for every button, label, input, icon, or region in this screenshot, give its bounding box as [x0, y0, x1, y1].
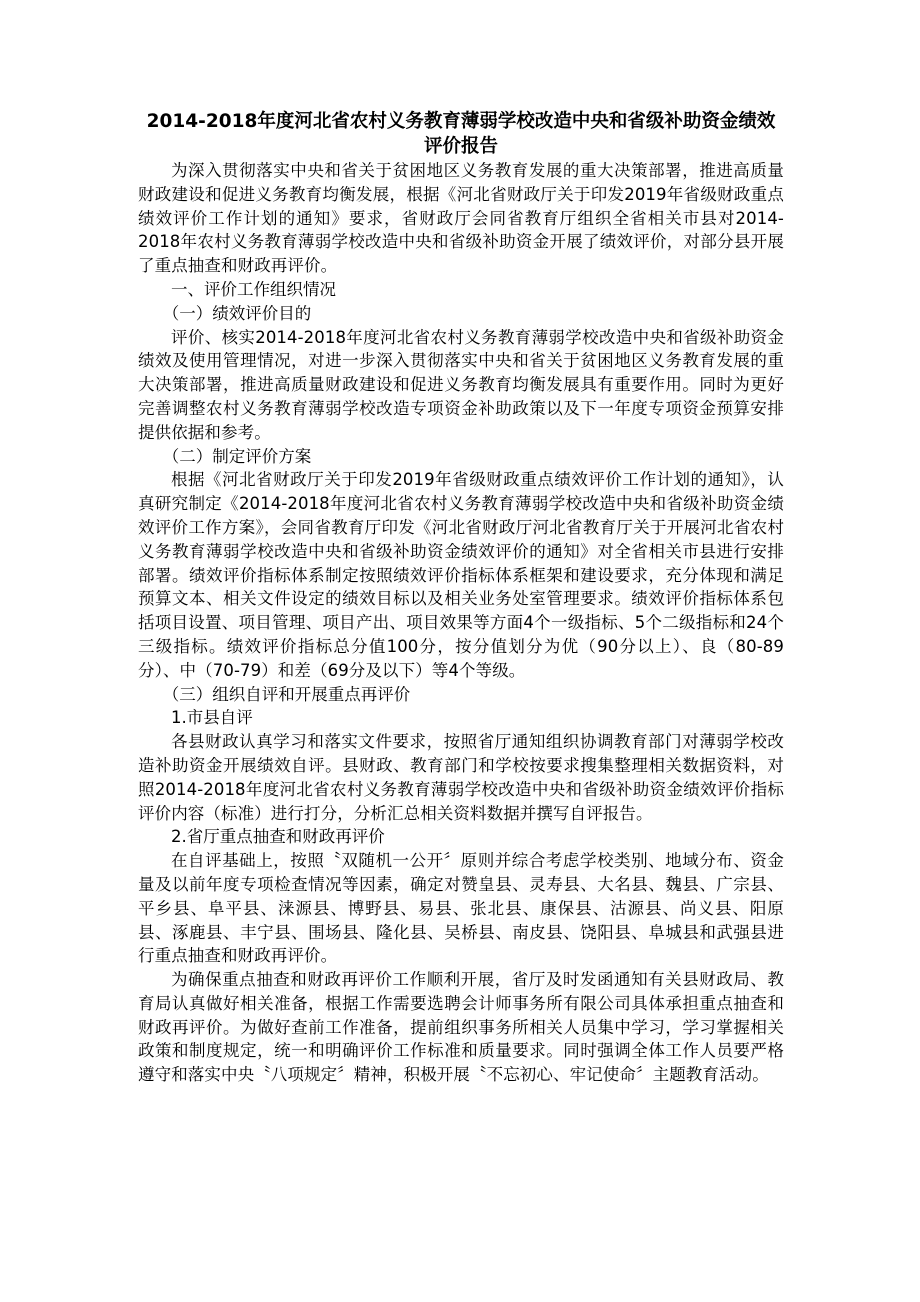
preparation-paragraph: 为确保重点抽查和财政再评价工作顺利开展，省厅及时发函通知有关县财政局、教育局认真做好相关准备，根据工作需要选聘会计师事务所有限公司具体承担重点抽查和财政再评价。为做好查前工作准备，提前组织事务所相关人员集中学习，学习掌握相关政策和制度规定，统一和明确评价工作标准和质量要求。同时强调全体工作人员要严格遵守和落实中央〝八项规定〞精神，积极开展〝不忘初心、牢记使命〞主题教育活动。	[138, 970, 784, 1085]
document-page	[138, 110, 784, 1087]
intro-paragraph: 为深入贯彻落实中央和省关于贫困地区义务教育发展的重大决策部署，推进高质量财政建设和促进义务教育均衡发展，根据《河北省财政厅关于印发2019年省级财政重点绩效评价工作计划的通知》要求，省财政厅会同省教育厅组织全省相关市县对2014-2018年农村义务教育薄弱学校改造中央和省级补助资金开展了绩效评价，对部分县开展了重点抽查和财政再评价。	[138, 161, 784, 276]
purpose-paragraph: 评价、核实2014-2018年度河北省农村义务教育薄弱学校改造中央和省级补助资金绩效及使用管理情况，对进一步深入贯彻落实中央和省关于贫困地区义务教育发展的重大决策部署，推进高质量财政建设和促进义务教育均衡发展具有重要作用。同时为更好完善调整农村义务教育薄弱学校改造专项资金补助政策以及下一年度专项资金预算安排提供依据和参考。	[138, 327, 784, 442]
section-heading-1: 一、评价工作组织情况	[171, 279, 336, 299]
item-heading-spot-check: 2.省厅重点抽查和财政再评价	[171, 827, 385, 847]
subsection-heading-purpose: （一）绩效评价目的	[162, 303, 312, 323]
document-title: 2014-2018年度河北省农村义务教育薄弱学校改造中央和省级补助资金绩效评价报告	[146, 111, 776, 157]
plan-paragraph: 根据《河北省财政厅关于印发2019年省级财政重点绩效评价工作计划的通知》，认真研究制定《2014-2018年度河北省农村义务教育薄弱学校改造中央和省级补助资金绩效评价工作方案》，会同省教育厅印发《河北省财政厅河北省教育厅关于开展河北省农村义务教育薄弱学校改造中央和省级补助资金绩效评价的通知》对全省相关市县进行安排部署。绩效评价指标体系制定按照绩效评价指标体系框架和建设要求，充分体现和满足预算文本、相关文件设定的绩效目标以及相关业务处室管理要求。绩效评价指标体系包括项目设置、项目管理、项目产出、项目效果等方面4个一级指标、5个二级指标和24个三级指标。绩效评价指标总分值100分，按分值划分为优（90分以上）、良（80-89分）、中（70-79）和差（69分及以下）等4个等级。	[138, 470, 784, 680]
subsection-heading-plan: （二）制定评价方案	[162, 446, 312, 466]
subsection-heading-self-evaluation: （三）组织自评和开展重点再评价	[162, 684, 411, 704]
spot-check-paragraph: 在自评基础上，按照〝双随机一公开〞原则并综合考虑学校类别、地域分布、资金量及以前年度专项检查情况等因素，确定对赞皇县、灵寿县、大名县、魏县、广宗县、平乡县、阜平县、涞源县、博野县、易县、张北县、康保县、沽源县、尚义县、阳原县、涿鹿县、丰宁县、围场县、隆化县、吴桥县、南皮县、饶阳县、阜城县和武强县进行重点抽查和财政再评价。	[138, 851, 784, 966]
county-self-evaluation-paragraph: 各县财政认真学习和落实文件要求，按照省厅通知组织协调教育部门对薄弱学校改造补助资金开展绩效自评。县财政、教育部门和学校按要求搜集整理相关数据资料，对照2014-2018年度河北省农村义务教育薄弱学校改造中央和省级补助资金绩效评价指标评价内容（标准）进行打分，分析汇总相关资料数据并撰写自评报告。	[138, 732, 784, 823]
item-heading-county-self-evaluation: 1.市县自评	[171, 708, 253, 728]
